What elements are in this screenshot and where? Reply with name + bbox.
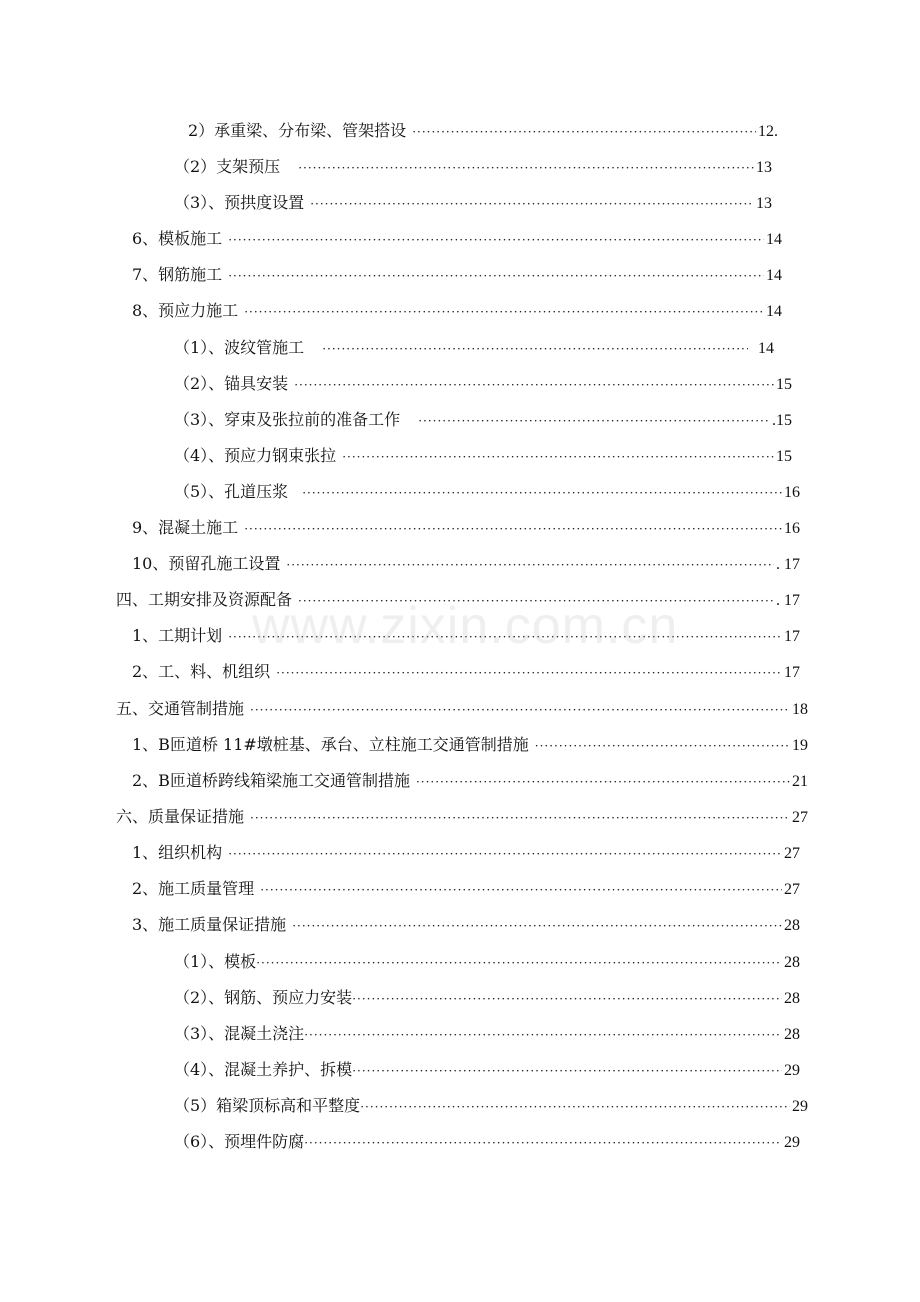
toc-entry — [174, 1094, 808, 1118]
toc-entry-title: （4）、混凝土养护、拆模 — [174, 1060, 353, 1079]
toc-entry-title: （3）、预拱度设置 — [174, 193, 305, 212]
toc-entry — [116, 697, 808, 721]
toc-entry-title: （4）、预应力钢束张拉 — [174, 446, 337, 465]
toc-entry-page: 17 — [784, 664, 800, 681]
toc-entry-page: . 17 — [776, 556, 800, 573]
toc-dot-leader — [294, 373, 774, 397]
toc-dot-leader — [416, 770, 790, 794]
toc-entry — [132, 624, 800, 648]
toc-entry — [174, 336, 774, 360]
toc-entry — [174, 480, 800, 504]
toc-entry-page: 29 — [792, 1098, 808, 1115]
toc-entry-title: 四、工期安排及资源配备 — [116, 590, 293, 609]
toc-entry-page: 14 — [766, 303, 782, 320]
toc-entry-page: 13 — [756, 159, 772, 176]
toc-entry — [132, 660, 800, 684]
toc-dot-leader — [298, 589, 774, 613]
toc-dot-leader — [360, 1095, 790, 1119]
toc-entry-title: （3）、混凝土浇注 — [174, 1024, 305, 1043]
toc-entry-page: 14 — [766, 267, 782, 284]
toc-entry-title: 8、预应力施工 — [132, 301, 239, 320]
toc-entry — [132, 227, 782, 251]
toc-entry-title: （5）、孔道压浆 — [174, 482, 289, 501]
toc-dot-leader — [260, 878, 782, 902]
toc-dot-leader — [302, 481, 782, 505]
toc-entry-title: （2）、钢筋、预应力安装 — [174, 988, 353, 1007]
toc-entry-page: 28 — [784, 990, 800, 1007]
toc-entry-page: 28 — [784, 1026, 800, 1043]
toc-entry-page: 29 — [784, 1134, 800, 1151]
toc-entry-page: .15 — [772, 412, 792, 429]
toc-entry-title: （2）、锚具安装 — [174, 374, 289, 393]
toc-dot-leader — [535, 734, 790, 758]
toc-entry — [132, 877, 800, 901]
toc-dot-leader — [244, 517, 782, 541]
toc-entry-page: 29 — [784, 1062, 800, 1079]
toc-entry — [174, 155, 772, 179]
toc-entry-page: 16 — [784, 520, 800, 537]
toc-dot-leader — [276, 661, 782, 685]
toc-entry — [174, 1058, 800, 1082]
toc-entry — [174, 950, 800, 974]
toc-dot-leader — [298, 156, 754, 180]
toc-entry — [174, 1130, 800, 1154]
toc-entry — [132, 516, 800, 540]
toc-entry — [132, 299, 782, 323]
toc-dot-leader — [352, 1059, 782, 1083]
toc-entry — [174, 444, 792, 468]
toc-entry-title: 1、组织机构 — [132, 843, 223, 862]
toc-entry-title: 2）承重梁、分布梁、管架搭设 — [188, 121, 407, 140]
toc-entry-title: 6、模板施工 — [132, 229, 223, 248]
toc-entry — [132, 733, 808, 757]
watermark: www.zixin.com.cn — [252, 597, 679, 655]
toc-entry-page: 27 — [784, 845, 800, 862]
toc-entry — [116, 588, 800, 612]
toc-dot-leader — [304, 1131, 782, 1155]
toc-dot-leader — [352, 987, 782, 1011]
toc-entry — [174, 372, 792, 396]
toc-entry-page: 28 — [784, 954, 800, 971]
toc-dot-leader — [418, 409, 770, 433]
toc-dot-leader — [244, 300, 764, 324]
toc-entry-title: （1）、模板 — [174, 952, 257, 971]
toc-entry — [174, 191, 772, 215]
toc-entry-page: 13 — [756, 195, 772, 212]
toc-entry-page: 16 — [784, 484, 800, 501]
toc-entry-title: 10、预留孔施工设置 — [132, 554, 281, 573]
toc-entry-title: （1）、波纹管施工 — [174, 338, 305, 357]
toc-entry-page: 27 — [792, 809, 808, 826]
toc-entry-title: 1、B匝道桥 11#墩桩基、承台、立柱施工交通管制措施 — [132, 735, 529, 754]
toc-dot-leader — [322, 337, 748, 361]
toc-entry-title: 9、混凝土施工 — [132, 518, 239, 537]
toc-dot-leader — [228, 228, 764, 252]
toc-entry-page: 12. — [758, 123, 778, 140]
toc-dot-leader — [250, 698, 790, 722]
toc-entry-title: 2、B匝道桥跨线箱梁施工交通管制措施 — [132, 771, 410, 790]
toc-entry — [132, 841, 800, 865]
toc-entry — [132, 769, 808, 793]
toc-entry — [132, 263, 782, 287]
toc-entry-page: 17 — [784, 628, 800, 645]
toc-entry-page: 19 — [792, 737, 808, 754]
toc-entry-title: 六、质量保证措施 — [116, 807, 245, 826]
toc-entry-title: 五、交通管制措施 — [116, 699, 245, 718]
toc-dot-leader — [256, 951, 782, 975]
toc-entry-page: 21 — [792, 773, 808, 790]
toc-entry-title: 2、工、料、机组织 — [132, 662, 271, 681]
toc-entry — [174, 986, 800, 1010]
toc-entry-page: 28 — [784, 917, 800, 934]
toc-dot-leader — [228, 625, 782, 649]
toc-dot-leader — [286, 553, 774, 577]
toc-entry — [132, 913, 800, 937]
toc-entry-title: （3）、穿束及张拉前的准备工作 — [174, 410, 401, 429]
toc-dot-leader — [304, 1023, 782, 1047]
toc-entry-page: 18 — [792, 701, 808, 718]
toc-entry-title: 3、施工质量保证措施 — [132, 915, 287, 934]
toc-entry-title: （2）支架预压 — [174, 157, 281, 176]
toc-entry — [174, 408, 792, 432]
toc-dot-leader — [342, 445, 774, 469]
toc-entry-page: 27 — [784, 881, 800, 898]
toc-entry — [188, 119, 778, 143]
toc-entry-title: （6）、预埋件防腐 — [174, 1132, 305, 1151]
toc-dot-leader — [310, 192, 754, 216]
toc-dot-leader — [228, 842, 782, 866]
toc-entry-title: 7、钢筋施工 — [132, 265, 223, 284]
toc-dot-leader — [412, 120, 756, 144]
toc-entry — [116, 805, 808, 829]
toc-dot-leader — [250, 806, 790, 830]
toc-entry — [174, 1022, 800, 1046]
toc-entry-page: 14 — [758, 340, 774, 357]
toc-dot-leader — [228, 264, 764, 288]
toc-entry-page: 14 — [766, 231, 782, 248]
toc-entry-title: 1、工期计划 — [132, 626, 223, 645]
toc-entry-title: （5）箱梁顶标高和平整度 — [174, 1096, 361, 1115]
toc-entry-page: . 17 — [776, 592, 800, 609]
toc-entry-page: 15 — [776, 376, 792, 393]
toc-entry-title: 2、施工质量管理 — [132, 879, 255, 898]
toc-entry — [132, 552, 800, 576]
toc-entry-page: 15 — [776, 448, 792, 465]
toc-dot-leader — [292, 914, 782, 938]
